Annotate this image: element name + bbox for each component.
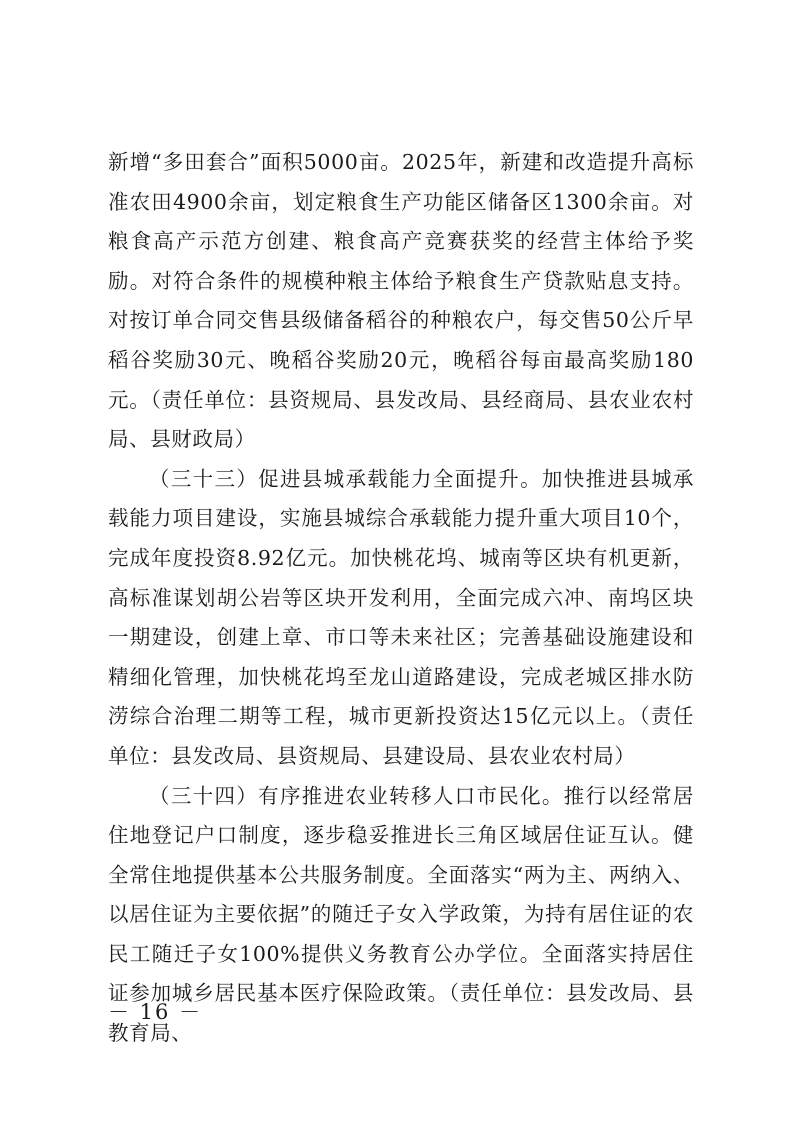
paragraph-continued: [108, 143, 694, 460]
paragraph-text: 新增“多田套合”面积5000亩。2025年，新建和改造提升高标准农田4900余亩，划定粮食生产功能区储备区1300余亩。对粮食高产示范方创建、粮食高产竞赛获奖的经营主体给予奖励。对符合条件的规模种粮主体给予粮食生产贷款贴息支持。对按订单合同交售县级储备稻谷的种粮农户，每交售50公斤早稻谷奖励30元、晚稻谷奖励20元，晚稻谷每亩最高奖励180元。（责任单位：县资规局、县发改局、县经商局、县农业农村局、县财政局）: [108, 150, 694, 452]
section-heading: （三十三）促进县城承载能力全面提升。: [149, 466, 542, 491]
paragraph-text: 推行以经常居住地登记户口制度，逐步稳妥推进长三角区域居住证互认。健全常住地提供基本公共服务制度。全面落实“两为主、两纳入、以居住证为主要依据”的随迁子女入学政策，为持有居住证的农民工随迁子女100%提供义务教育公办学位。全面落实持居住证参加城乡居民基本医疗保险政策。（责任单位：县发改局、县教育局、: [108, 783, 694, 1046]
page-number: － 16 －: [108, 1000, 203, 1024]
paragraph-text: 加快推进县城承载能力项目建设，实施县城综合承载能力提升重大项目10个，完成年度投资8.92亿元。加快桃花坞、城南等区块有机更新，高标准谋划胡公岩等区块开发利用，全面完成六冲、南坞区块一期建设，创建上章、市口等未来社区；完善基础设施建设和精细化管理，加快桃花坞至龙山道路建设，完成老城区排水防涝综合治理二期等工程，城市更新投资达15亿元以上。（责任单位：县发改局、县资规局、县建设局、县农业农村局）: [108, 466, 694, 768]
paragraph-section-33: [108, 460, 694, 777]
section-heading: （三十四）有序推进农业转移人口市民化。: [149, 783, 564, 808]
document-body: [108, 143, 694, 1054]
